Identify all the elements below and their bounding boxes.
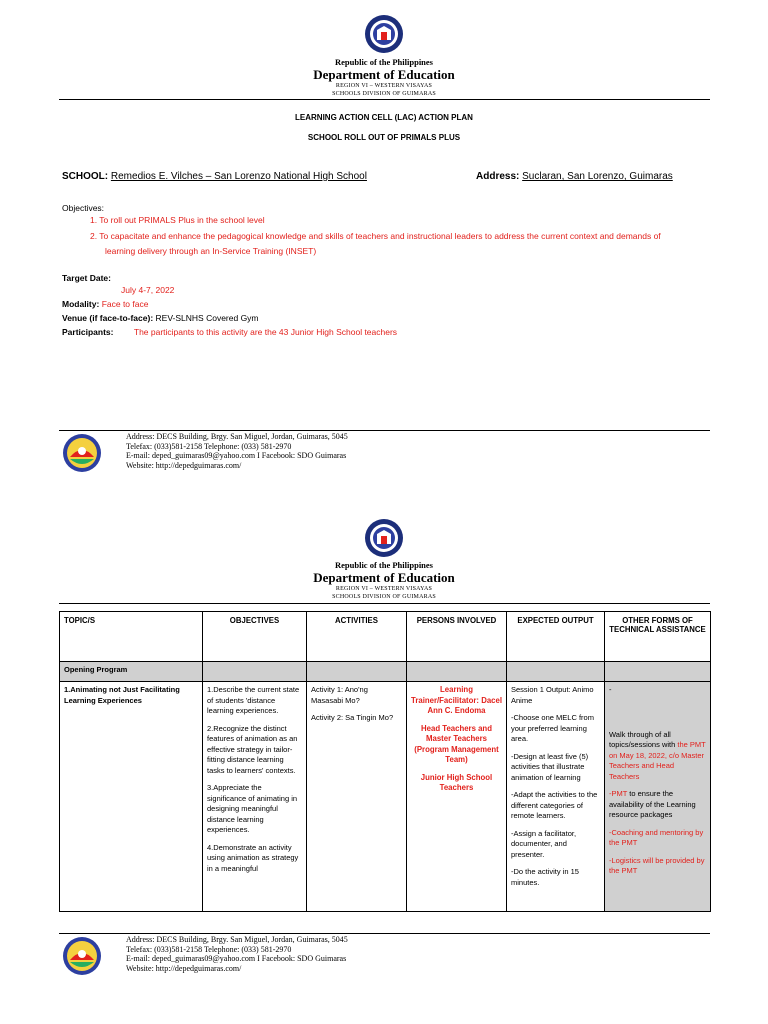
- modality-label: Modality:: [62, 299, 100, 309]
- footer-email: E-mail: deped_guimaras09@yahoo.com I Facebook: SDO Guimaras: [126, 451, 347, 460]
- ta-pmt-label: -PMT: [609, 789, 628, 798]
- republic-text-2: Republic of the Philippines: [334, 560, 433, 570]
- output-item: -Design at least five (5) activities that illustrate animation of learning: [511, 751, 589, 782]
- venue-value: REV-SLNHS Covered Gym: [155, 313, 259, 323]
- objective-item: 4.Demonstrate an activity using animation as strategy in a meaningful: [207, 842, 299, 873]
- address-label: Address:: [476, 171, 520, 182]
- ta-walkthrough-detail: the PMT on May 18, 2022, c/o Master Teachers and Head Teachers: [609, 740, 706, 781]
- ta-pmt: [609, 789, 706, 821]
- output-item: -Adapt the activities to the different categories of remote learners.: [511, 790, 598, 820]
- activities-cell: [307, 682, 407, 912]
- person-item: Learning Trainer/Facilitator: Dacel Ann C. Endoma: [411, 685, 502, 715]
- deped-seal-icon: [364, 518, 404, 558]
- target-date-label: Target Date:: [62, 273, 111, 283]
- persons-cell: [407, 682, 507, 912]
- target-date-value: July 4-7, 2022: [121, 285, 175, 295]
- objective-1: 1. To roll out PRIMALS Plus in the school level: [90, 215, 265, 225]
- deped-seal-icon: [364, 14, 404, 54]
- col-persons: PERSONS INVOLVED: [407, 612, 507, 662]
- objectives-label: Objectives:: [62, 203, 105, 213]
- participants-label: Participants:: [62, 327, 114, 337]
- opening-program-cell: Opening Program: [60, 662, 203, 682]
- objective-2: 2. To capacitate and enhance the pedagogical knowledge and skills of teachers and instructional leaders to address the current context and demands of: [90, 231, 661, 241]
- action-plan-table: [59, 611, 711, 912]
- objective-item: 1.Describe the current state of students 'distance learning experiences.: [207, 685, 300, 715]
- output-item: -Assign a facilitator, documenter, and presenter.: [511, 828, 577, 859]
- address-field: [476, 171, 673, 182]
- table-row: [60, 682, 711, 912]
- address-value: Suclaran, San Lorenzo, Guimaras: [522, 171, 673, 182]
- ta-walkthrough: [609, 730, 706, 783]
- republic-text: Republic of the Philippines: [334, 57, 433, 67]
- footer-email: E-mail: deped_guimaras09@yahoo.com I Facebook: SDO Guimaras: [126, 954, 347, 963]
- person-item: Head Teachers and Master Teachers (Program Management Team): [414, 723, 499, 764]
- modality-value: Face to face: [101, 299, 149, 309]
- doc-title: LEARNING ACTION CELL (LAC) ACTION PLAN: [295, 113, 473, 122]
- col-activities: ACTIVITIES: [307, 612, 407, 662]
- person-item: Junior High School Teachers: [420, 772, 493, 792]
- footer-contact-2: [126, 935, 348, 973]
- ta-pmt-text: to ensure the availability of the Learning resource packages: [609, 789, 696, 819]
- department-title: Department of Education: [313, 67, 455, 82]
- footer-divider: [59, 430, 710, 431]
- output-item: Session 1 Output: Animo Anime: [511, 685, 594, 705]
- col-topics: TOPIC/S: [60, 612, 203, 662]
- division-text-2: SCHOOLS DIVISION OF GUIMARAS: [332, 594, 436, 600]
- ta-dash: -: [609, 685, 612, 694]
- ta-walkthrough-text: Walk through of all topics/sessions with: [609, 729, 678, 749]
- activity-item: Activity 1: Ano'ng Masasabi Mo?: [311, 685, 368, 705]
- venue-field: [62, 311, 259, 325]
- activity-item: Activity 2: Sa Tingin Mo?: [311, 713, 394, 722]
- empty-cell: [507, 662, 605, 682]
- empty-cell: [605, 662, 711, 682]
- header-divider: [59, 99, 710, 100]
- modality-field: [62, 297, 148, 311]
- col-objectives: OBJECTIVES: [203, 612, 307, 662]
- school-field: [62, 171, 367, 182]
- col-technical-assistance: OTHER FORMS OF TECHNICAL ASSISTANCE: [605, 612, 711, 662]
- footer-divider-2: [59, 933, 710, 934]
- department-title-2: Department of Education: [313, 570, 455, 585]
- venue-label: Venue (if face-to-face):: [62, 313, 154, 323]
- table-header-row: [60, 612, 711, 662]
- empty-cell: [307, 662, 407, 682]
- footer-address: Address: DECS Building, Brgy. San Miguel, Jordan, Guimaras, 5045: [126, 935, 348, 944]
- footer-telefax: Telefax: (033)581-2158 Telephone: (033) 581-2970: [126, 441, 292, 451]
- objectives-cell: [203, 682, 307, 912]
- footer-contact: [126, 432, 348, 470]
- header-divider-2: [59, 603, 710, 604]
- empty-cell: [407, 662, 507, 682]
- objective-item: 2.Recognize the distinct features of animation as an effective strategy in tailor-fitting distance learning tasks to learners' contexts.: [207, 723, 298, 775]
- sdo-guimaras-logo-icon: [62, 936, 102, 976]
- footer-website: Website: http://depedguimaras.com/: [126, 460, 242, 470]
- objective-2-cont: learning delivery through an In-Service Training (INSET): [105, 246, 317, 256]
- school-value: Remedios E. Vilches – San Lorenzo National High School: [110, 171, 367, 182]
- division-text: SCHOOLS DIVISION OF GUIMARAS: [332, 91, 436, 97]
- empty-cell: [203, 662, 307, 682]
- objective-item: 3.Appreciate the significance of animating in designing meaningful distance learning experiences.: [207, 783, 298, 834]
- topic-1: 1.Animating not Just Facilitating Learning Experiences: [64, 685, 180, 705]
- participants-value: The participants to this activity are the 43 Junior High School teachers: [133, 327, 398, 337]
- region-text-2: REGION VI – WESTERN VISAYAS: [335, 586, 433, 592]
- output-item: -Do the activity in 15 minutes.: [511, 867, 579, 887]
- technical-assistance-cell: [605, 682, 711, 912]
- doc-subtitle: SCHOOL ROLL OUT OF PRIMALS PLUS: [307, 133, 461, 142]
- footer-website: Website: http://depedguimaras.com/: [126, 963, 242, 973]
- school-label: SCHOOL:: [62, 171, 109, 182]
- participants-field: [62, 325, 397, 339]
- ta-coaching: -Coaching and mentoring by the PMT: [609, 827, 704, 847]
- ta-logistics: -Logistics will be provided by the PMT: [609, 855, 705, 875]
- sdo-guimaras-logo-icon: [62, 433, 102, 473]
- table-row: [60, 662, 711, 682]
- output-cell: [507, 682, 605, 912]
- topic-cell: [60, 682, 203, 912]
- footer-address: Address: DECS Building, Brgy. San Miguel, Jordan, Guimaras, 5045: [126, 432, 348, 441]
- footer-telefax: Telefax: (033)581-2158 Telephone: (033) 581-2970: [126, 944, 292, 954]
- region-text: REGION VI – WESTERN VISAYAS: [335, 83, 433, 89]
- col-output: EXPECTED OUTPUT: [507, 612, 605, 662]
- output-item: -Choose one MELC from your preferred learning area.: [511, 713, 594, 743]
